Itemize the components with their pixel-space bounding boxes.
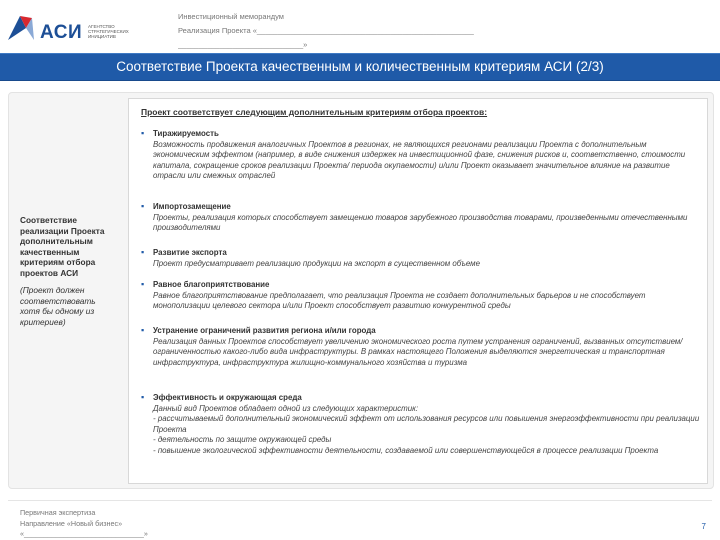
criteria-item-title: Эффективность и окружающая среда (153, 393, 302, 402)
criteria-label: Соответствие реализации Проекта дополнительным качественным критериям отбора проектов АСИ (20, 215, 105, 278)
criteria-item (141, 248, 701, 269)
header-doc-type: Инвестиционный меморандум (178, 12, 284, 21)
bullet-icon: ▪ (141, 128, 145, 138)
left-column (20, 215, 110, 327)
bullet-icon: ▪ (141, 247, 145, 257)
criteria-item (141, 129, 701, 182)
page-number: 7 (701, 522, 706, 531)
criteria-item (141, 280, 701, 312)
criteria-item-desc: Равное благоприятствование предполагает, что реализация Проекта не создает дополнительных барьеров и не способствует монополизации целевого сектора и/или Проект способствует развитию конкурентной среды (153, 290, 646, 311)
footer (20, 508, 148, 540)
criteria-item-desc: Возможность продвижения аналогичных Проектов в регионах, не являющихся регионами реализации Проекта с дополнительным экономическим эффектом (например, в виде снижения издержек на инвестиционной фазе, снижения рисков и, соответственно, стоимости капитала, сокращение сроков реализации Проекта/ периода окупаемости) и/или Проект оказывает значительное влияние на развитие отрасли или смежных отраслей (153, 139, 686, 181)
header-project-line: Реализация Проекта «____________________________________________________ (178, 26, 474, 35)
bullet-icon: ▪ (141, 201, 145, 211)
footer-divider (8, 500, 712, 501)
criteria-item (141, 202, 701, 234)
bullet-icon: ▪ (141, 392, 145, 402)
criteria-item-desc: Проекты, реализация которых способствует замещению товаров зарубежного производства товарами, произведенными отечественными производителями (153, 212, 688, 233)
criteria-item-title: Импортозамещение (153, 202, 231, 211)
criteria-item-title: Равное благоприятствование (153, 280, 270, 289)
footer-line-1: Первичная экспертиза (20, 508, 96, 517)
bullet-icon: ▪ (141, 325, 145, 335)
criteria-list-box (128, 98, 708, 484)
criteria-item-desc: Данный вид Проектов обладает одной из следующих характеристик: - рассчитываемый дополнительный экономический эффект от использования ресурсов или повышения энергоэффективности при реализации Проекта - деятельность по защите окружающей среды - повышение экологической эффективности деятельности, создаваемой или совершенствующейся в процессе реализации Проекта (153, 403, 700, 455)
criteria-item-title: Развитие экспорта (153, 248, 227, 257)
criteria-intro: Проект соответствует следующим дополнительным критериям отбора проектов: (141, 107, 488, 117)
criteria-item-title: Тиражируемость (153, 129, 219, 138)
logo-subtitle: АГЕНТСТВО СТРАТЕГИЧЕСКИХ ИНИЦИАТИВ (88, 24, 129, 40)
slide-title: Соответствие Проекта качественным и количественным критериям АСИ (2/3) (0, 53, 720, 81)
criteria-item (141, 393, 701, 457)
document-header (178, 10, 598, 52)
footer-line-2: Направление «Новый бизнес» (20, 518, 123, 528)
footer-line-3: «______________________________» (20, 529, 148, 538)
header-project-line-2: ______________________________» (178, 40, 308, 49)
asi-logo (6, 12, 129, 50)
bullet-icon: ▪ (141, 279, 145, 289)
logo-abbr: АСИ (40, 22, 83, 43)
asi-logo-icon (6, 12, 36, 44)
criteria-item (141, 326, 701, 368)
criteria-item-desc: Реализация данных Проектов способствует увеличению экономического роста путем устранения ограничений, вызванных отсутствием/ограниченностью какого-либо вида инфраструктуры. В рамках настоящего Положения выделяются энергетическая и транспортная инфраструктура, инфраструктура жилищно-коммунального хозяйства и туризма (153, 336, 683, 367)
criteria-item-desc: Проект предусматривает реализацию продукции на экспорт в существенном объеме (153, 258, 480, 268)
criteria-item-title: Устранение ограничений развития региона и/или города (153, 326, 376, 335)
criteria-note: (Проект должен соответствовать хотя бы одному из критериев) (20, 285, 96, 327)
